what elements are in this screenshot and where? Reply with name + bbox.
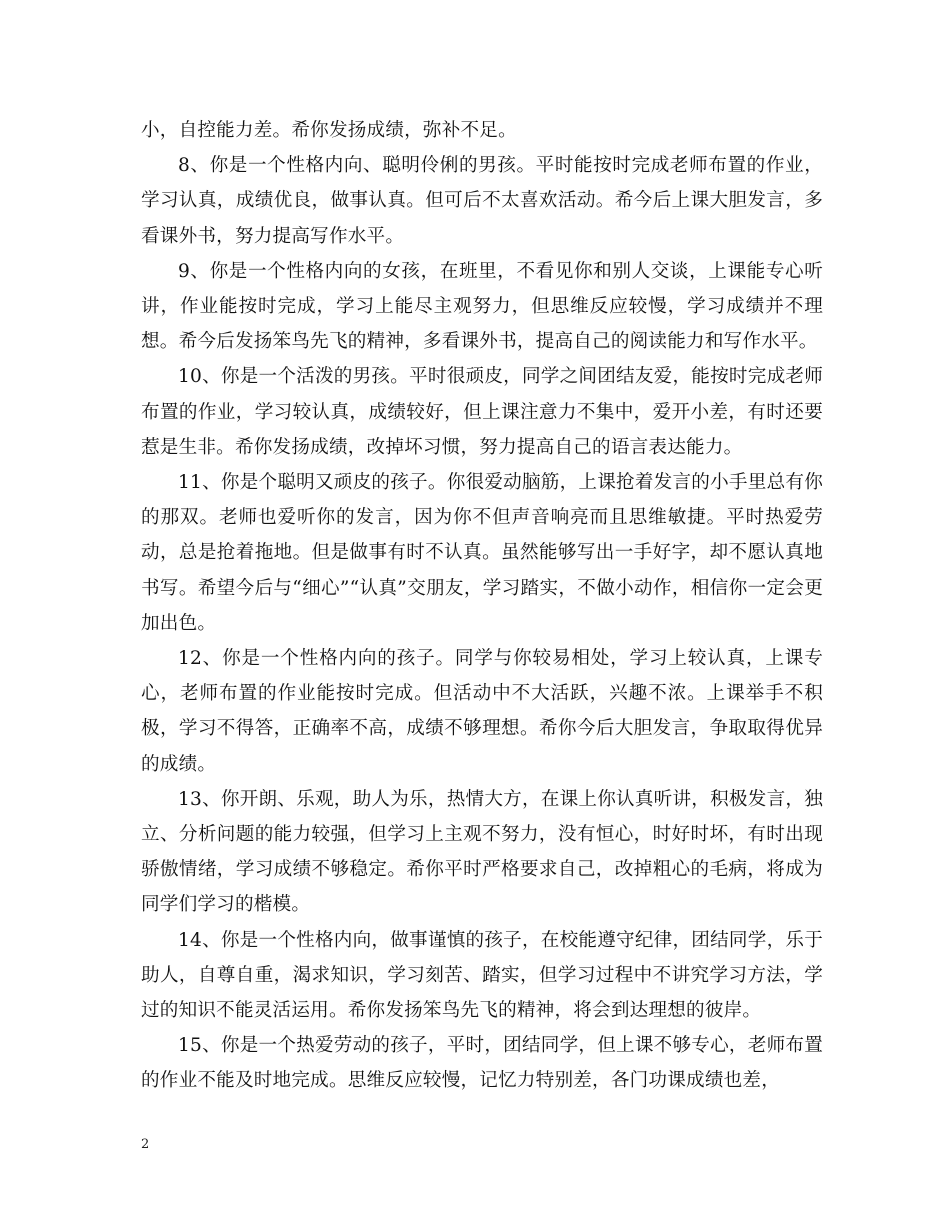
paragraph-comment-10: 10、你是一个活泼的男孩。平时很顽皮，同学之间团结友爱，能按时完成老师布置的作业，学习较认真，成绩较好，但上课注意力不集中，爱开小差，有时还要惹是生非。希你发扬成绩，改掉坏习惯，努力提高自己的语言表达能力。 [141,366,823,458]
paragraph-comment-11: 11、你是个聪明又顽皮的孩子。你很爱动脑筋，上课抢着发言的小手里总有你的那双。老师也爱听你的发言，因为你不但声音响亮而且思维敏捷。平时热爱劳动，总是抢着拖地。但是做事有时不认真。虽然能够写出一手好字，却不愿认真地书写。希望今后与“细心”“认真”交朋友，学习踏实，不做小动作，相信你一定会更加出色。 [141,472,823,634]
paragraph-comment-13: 13、你开朗、乐观，助人为乐，热情大方，在课上你认真听讲，积极发言，独立、分析问题的能力较强，但学习上主观不努力，没有恒心，时好时坏，有时出现骄傲情绪，学习成绩不够稳定。希你平时严格要求自己，改掉粗心的毛病，将成为同学们学习的楷模。 [141,788,823,916]
paragraph-comment-15: 15、你是一个热爱劳动的孩子，平时，团结同学，但上课不够专心，老师布置的作业不能及时地完成。思维反应较慢，记忆力特别差，各门功课成绩也差， [141,1035,823,1092]
paragraph-comment-12: 12、你是一个性格内向的孩子。同学与你较易相处，学习上较认真，上课专心，老师布置的作业能按时完成。但活动中不大活跃，兴趣不浓。上课举手不积极，学习不得答，正确率不高，成绩不够理想。希你今后大胆发言，争取取得优异的成绩。 [141,648,823,775]
document-body [141,113,823,1099]
paragraph-comment-9: 9、你是一个性格内向的女孩，在班里，不看见你和别人交谈，上课能专心听讲，作业能按时完成，学习上能尽主观努力，但思维反应较慢，学习成绩并不理想。希今后发扬笨鸟先飞的精神，多看课外书，提高自己的阅读能力和写作水平。 [141,260,823,353]
paragraph-comment-14: 14、你是一个性格内向，做事谨慎的孩子，在校能遵守纪律，团结同学，乐于助人，自尊自重，渴求知识，学习刻苦、踏实，但学习过程中不讲究学习方法，学过的知识不能灵活运用。希你发扬笨鸟先飞的精神，将会到达理想的彼岸。 [141,929,823,1022]
page-number: 2 [141,1137,150,1152]
paragraph-continuation: 小，自控能力差。希你发扬成绩，弥补不足。 [141,120,517,141]
paragraph-comment-8: 8、你是一个性格内向、聪明伶俐的男孩。平时能按时完成老师布置的作业，学习认真，成绩优良，做事认真。但可后不太喜欢活动。希今后上课大胆发言，多看课外书，努力提高写作水平。 [141,155,823,247]
